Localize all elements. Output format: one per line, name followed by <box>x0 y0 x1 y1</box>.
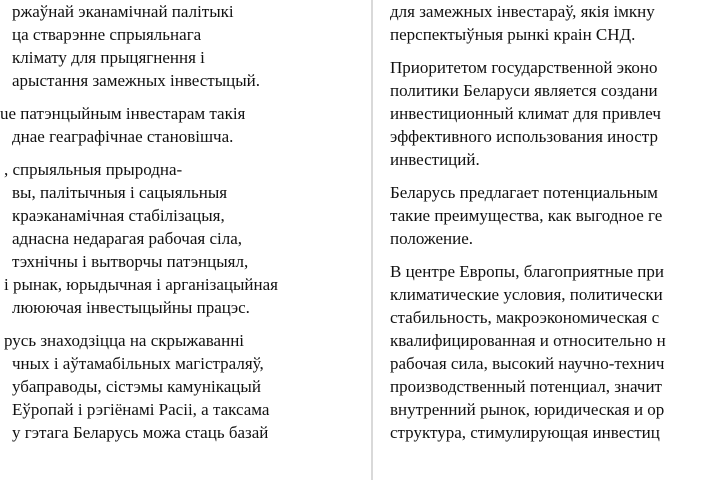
right-paragraph-1 <box>378 0 720 46</box>
text-line: аднасна недарагая рабочая сіла, <box>12 229 242 248</box>
text-line: для замежных інвестараў, якія імкну <box>390 2 655 21</box>
text-line: Беларусь предлагает потенциальным <box>390 183 658 202</box>
column-divider <box>371 0 373 480</box>
text-line: , спрыяльныя прыродна- <box>4 160 183 179</box>
text-line: климатические условия, политически <box>390 285 663 304</box>
left-paragraph-4 <box>0 329 368 444</box>
text-line: стабильность, макроэкономическая с <box>390 308 660 327</box>
text-line: лююючая інвестыцыйны працэс. <box>12 298 250 317</box>
text-line: структура, стимулирующая инвестиц <box>390 423 660 442</box>
right-paragraph-3 <box>378 181 720 250</box>
text-line: чных і аўтамабільных магістраляў, <box>12 354 264 373</box>
text-line: і рынак, юрыдычная і арганізацыйная <box>4 275 278 294</box>
right-paragraph-4 <box>378 260 720 444</box>
right-column-russian <box>378 0 720 480</box>
text-line: В центре Европы, благоприятные при <box>390 262 664 281</box>
text-line: Приоритетом государственной эконо <box>390 58 658 77</box>
text-line: инвестиций. <box>390 150 480 169</box>
text-line: квалифицированная и относительно н <box>390 331 666 350</box>
text-line: рабочая сила, высокий научно-технич <box>390 354 665 373</box>
text-line: днае геаграфічнае становішча. <box>12 127 234 146</box>
text-line: арыстання замежных інвестыцый. <box>12 71 261 90</box>
text-line: перспектыўныя рынкі краін СНД. <box>390 25 636 44</box>
left-paragraph-1 <box>0 0 368 92</box>
text-line: тэхнічны і вытворчы патэнцыял, <box>12 252 249 271</box>
text-line: внутренний рынок, юридическая и ор <box>390 400 665 419</box>
text-line: ца стварэнне спрыяльнага <box>12 25 202 44</box>
left-paragraph-3 <box>0 158 368 319</box>
text-line: производственный потенциал, значит <box>390 377 662 396</box>
text-line: положение. <box>390 229 473 248</box>
text-line: инвестиционный климат для привлеч <box>390 104 661 123</box>
text-line: у гэтага Беларусь можа стаць базай <box>12 423 269 442</box>
text-line: ue патэнцыйным інвестарам такія <box>0 104 246 123</box>
text-line: ржаўнай эканамічнай палітыкі <box>12 2 234 21</box>
text-line: русь знаходзіцца на скрыжаванні <box>4 331 245 350</box>
text-line: убаправоды, сістэмы камунікацый <box>12 377 261 396</box>
text-line: эффективного использования иностр <box>390 127 658 146</box>
text-line: такие преимущества, как выгодное ге <box>390 206 663 225</box>
text-line: краэканамічная стабілізацыя, <box>12 206 225 225</box>
right-paragraph-2 <box>378 56 720 171</box>
text-line: клімату для прыцягнення і <box>12 48 205 67</box>
text-line: политики Беларуси является создани <box>390 81 658 100</box>
text-line: Еўропай і рэгіёнамі Расіі, а таксама <box>12 400 270 419</box>
left-paragraph-2 <box>0 102 368 148</box>
text-line: вы, палітычныя і сацыяльныя <box>12 183 228 202</box>
